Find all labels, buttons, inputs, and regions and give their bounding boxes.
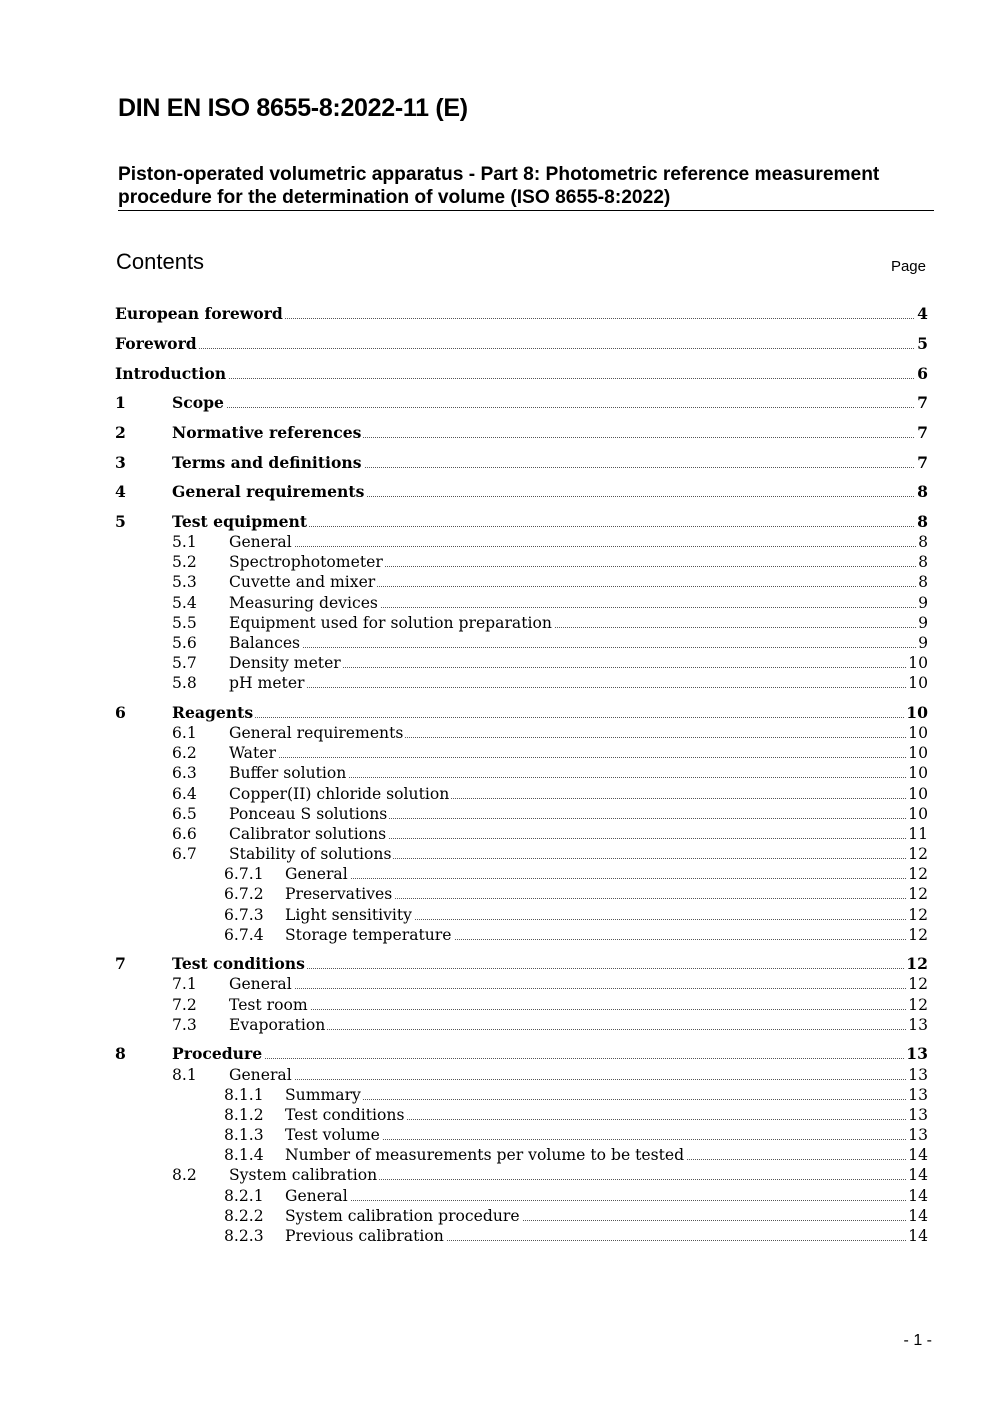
toc-entry-page: 6 xyxy=(917,364,928,383)
toc-entry[interactable] xyxy=(0,1015,992,1035)
toc-entry-page: 9 xyxy=(918,634,928,652)
toc-entry-title: Copper(II) chloride solution xyxy=(229,785,450,803)
toc-entry[interactable] xyxy=(0,673,992,693)
toc-entry-title: System calibration procedure xyxy=(285,1207,520,1225)
toc-entry-number: 5.3 xyxy=(172,573,197,591)
toc-entry-page: 12 xyxy=(908,975,928,993)
toc-entry-number: 3 xyxy=(115,453,126,472)
toc-entry-number: 8.1.1 xyxy=(224,1086,264,1104)
toc-entry-title: Procedure xyxy=(172,1044,263,1063)
toc-entry[interactable] xyxy=(0,1145,992,1165)
toc-entry-page: 13 xyxy=(908,1106,928,1124)
toc-entry-title: European foreword xyxy=(115,304,283,323)
toc-entry-title: Equipment used for solution preparation xyxy=(229,614,552,632)
toc-entry-title: Stability of solutions xyxy=(229,845,392,863)
toc-entry[interactable] xyxy=(0,723,992,743)
toc-entry-number: 8.2.1 xyxy=(224,1187,264,1205)
toc-entry-page: 9 xyxy=(918,614,928,632)
toc-entry-title: Cuvette and mixer xyxy=(229,573,376,591)
toc-entry-title: Ponceau S solutions xyxy=(229,805,388,823)
toc-entry[interactable] xyxy=(0,1044,992,1064)
toc-entry-number: 5.1 xyxy=(172,533,197,551)
toc-entry-number: 6.7.1 xyxy=(224,865,264,883)
toc-entry-page: 12 xyxy=(908,996,928,1014)
toc-entry-number: 1 xyxy=(115,393,126,412)
toc-dot-leader xyxy=(239,647,926,648)
toc-entry-title: Terms and definitions xyxy=(172,453,362,472)
toc-entry-page: 10 xyxy=(908,674,928,692)
toc-entry-number: 6.3 xyxy=(172,764,197,782)
toc-entry-page: 8 xyxy=(917,482,928,501)
toc-entry-number: 5.7 xyxy=(172,654,197,672)
toc-entry-number: 7.1 xyxy=(172,975,197,993)
toc-entry-page: 14 xyxy=(908,1146,928,1164)
toc-entry[interactable] xyxy=(0,804,992,824)
toc-entry-page: 13 xyxy=(908,1066,928,1084)
toc-dot-leader xyxy=(125,348,926,349)
toc-entry[interactable] xyxy=(0,824,992,844)
toc-entry-title: General xyxy=(229,1066,292,1084)
toc-entry-number: 6.7.3 xyxy=(224,906,264,924)
toc-entry-page: 10 xyxy=(908,785,928,803)
toc-entry-title: Spectrophotometer xyxy=(229,553,383,571)
toc-dot-leader xyxy=(295,1099,926,1100)
toc-entry-page: 10 xyxy=(908,724,928,742)
toc-entry-title: Evaporation xyxy=(229,1016,326,1034)
toc-entry-title: Previous calibration xyxy=(285,1227,444,1245)
toc-entry-title: Test conditions xyxy=(285,1106,405,1124)
toc-entry-title: Balances xyxy=(229,634,301,652)
toc-entry[interactable] xyxy=(0,482,992,502)
toc-entry-title: Buffer solution xyxy=(229,764,347,782)
document-title: DIN EN ISO 8655-8:2022-11 (E) xyxy=(118,94,468,122)
toc-dot-leader xyxy=(239,1079,926,1080)
toc-entry-page: 12 xyxy=(908,926,928,944)
toc-entry-title: Storage temperature xyxy=(285,926,452,944)
toc-entry-page: 12 xyxy=(908,906,928,924)
toc-entry[interactable] xyxy=(0,1165,992,1185)
toc-entry-number: 6.2 xyxy=(172,744,197,762)
toc-entry[interactable] xyxy=(0,1085,992,1105)
toc-entry-page: 14 xyxy=(908,1227,928,1245)
toc-entry-number: 5.2 xyxy=(172,553,197,571)
toc-entry-number: 8.1.4 xyxy=(224,1146,264,1164)
toc-entry-page: 12 xyxy=(906,954,928,973)
toc-entry-title: System calibration xyxy=(229,1166,378,1184)
toc-entry-number: 8.1.2 xyxy=(224,1106,264,1124)
subtitle-line-1: Piston-operated volumetric apparatus - Part 8: Photometric reference measurement xyxy=(118,164,880,185)
toc-entry-title: Normative references xyxy=(172,423,362,442)
toc-entry[interactable] xyxy=(0,613,992,633)
toc-entry-page: 7 xyxy=(917,423,928,442)
toc-entry[interactable] xyxy=(0,784,992,804)
toc-entry[interactable] xyxy=(0,532,992,552)
toc-entry-page: 14 xyxy=(908,1207,928,1225)
toc-dot-leader xyxy=(125,378,926,379)
toc-entry[interactable] xyxy=(0,864,992,884)
toc-entry-number: 6.5 xyxy=(172,805,197,823)
toc-entry-page: 8 xyxy=(917,512,928,531)
toc-entry-number: 7.2 xyxy=(172,996,197,1014)
toc-entry[interactable] xyxy=(0,364,992,384)
toc-entry-title: Measuring devices xyxy=(229,594,378,612)
toc-dot-leader xyxy=(182,717,926,718)
toc-entry[interactable] xyxy=(0,954,992,974)
toc-entry-number: 6.7 xyxy=(172,845,197,863)
toc-entry[interactable] xyxy=(0,1186,992,1206)
toc-entry-page: 13 xyxy=(908,1016,928,1034)
toc-entry-title: Preservatives xyxy=(285,885,393,903)
toc-entry-page: 10 xyxy=(908,744,928,762)
toc-entry-page: 4 xyxy=(917,304,928,323)
toc-entry-page: 10 xyxy=(908,654,928,672)
toc-entry-title: Calibrator solutions xyxy=(229,825,387,843)
toc-entry[interactable] xyxy=(0,995,992,1015)
toc-entry-number: 8 xyxy=(115,1044,126,1063)
toc-entry[interactable] xyxy=(0,763,992,783)
toc-entry-number: 5.4 xyxy=(172,594,197,612)
toc-dot-leader xyxy=(182,407,926,408)
toc-entry-number: 5 xyxy=(115,512,126,531)
toc-entry-page: 10 xyxy=(908,764,928,782)
toc-entry-page: 13 xyxy=(908,1086,928,1104)
toc-dot-leader xyxy=(295,1200,926,1201)
toc-entry-number: 5.6 xyxy=(172,634,197,652)
toc-entry-title: Density meter xyxy=(229,654,341,672)
toc-entry[interactable] xyxy=(0,1065,992,1085)
toc-dot-leader xyxy=(239,546,926,547)
footer-page-number: - 1 - xyxy=(903,1332,932,1349)
toc-entry-title: Light sensitivity xyxy=(285,906,412,924)
toc-entry-number: 2 xyxy=(115,423,126,442)
toc-entry-title: Reagents xyxy=(172,703,254,722)
toc-entry[interactable] xyxy=(0,703,992,723)
toc-entry-title: Test conditions xyxy=(172,954,305,973)
toc-entry-title: General requirements xyxy=(229,724,404,742)
toc-entry-number: 8.1 xyxy=(172,1066,197,1084)
toc-entry-number: 5.8 xyxy=(172,674,197,692)
toc-entry-title: General xyxy=(285,1187,348,1205)
toc-entry[interactable] xyxy=(0,925,992,945)
toc-entry[interactable] xyxy=(0,1226,992,1246)
toc-entry[interactable] xyxy=(0,974,992,994)
toc-entry-page: 8 xyxy=(918,573,928,591)
toc-entry[interactable] xyxy=(0,572,992,592)
toc-entry[interactable] xyxy=(0,453,992,473)
toc-entry-number: 6.6 xyxy=(172,825,197,843)
toc-entry-number: 8.2 xyxy=(172,1166,197,1184)
toc-entry[interactable] xyxy=(0,593,992,613)
toc-entry-number: 8.2.2 xyxy=(224,1207,264,1225)
toc-dot-leader xyxy=(182,1058,926,1059)
toc-entry-title: Test equipment xyxy=(172,512,308,531)
subtitle-line-2: procedure for the determination of volume (ISO 8655-8:2022) xyxy=(118,187,671,208)
toc-entry[interactable] xyxy=(0,334,992,354)
toc-entry[interactable] xyxy=(0,633,992,653)
toc-entry-number: 6.7.2 xyxy=(224,885,264,903)
toc-dot-leader xyxy=(295,878,926,879)
toc-entry-number: 7 xyxy=(115,954,126,973)
toc-entry-page: 11 xyxy=(908,825,928,843)
toc-entry-page: 13 xyxy=(906,1044,928,1063)
toc-entry-page: 12 xyxy=(908,885,928,903)
toc-entry-number: 5.5 xyxy=(172,614,197,632)
toc-entry-number: 6 xyxy=(115,703,126,722)
toc-entry-title: Water xyxy=(229,744,276,762)
toc-entry-number: 4 xyxy=(115,482,126,501)
toc-entry-title: General xyxy=(229,533,292,551)
toc-dot-leader xyxy=(239,1029,926,1030)
document-subtitle xyxy=(118,163,934,211)
toc-entry[interactable] xyxy=(0,1125,992,1145)
toc-entry-number: 6.1 xyxy=(172,724,197,742)
toc-entry-page: 14 xyxy=(908,1187,928,1205)
toc-dot-leader xyxy=(295,1139,926,1140)
toc-entry-title: Test volume xyxy=(285,1126,380,1144)
toc-entry-number: 8.1.3 xyxy=(224,1126,264,1144)
toc-entry-number: 6.7.4 xyxy=(224,926,264,944)
toc-entry-title: General xyxy=(229,975,292,993)
toc-entry-page: 7 xyxy=(917,453,928,472)
contents-heading: Contents xyxy=(116,249,205,274)
toc-entry-title: Introduction xyxy=(115,364,227,383)
toc-entry[interactable] xyxy=(0,1206,992,1226)
toc-entry[interactable] xyxy=(0,1105,992,1125)
toc-entry-page: 8 xyxy=(918,553,928,571)
toc-entry[interactable] xyxy=(0,905,992,925)
toc-entry-title: Foreword xyxy=(115,334,197,353)
toc-dot-leader xyxy=(239,687,926,688)
toc-entry-number: 7.3 xyxy=(172,1016,197,1034)
toc-entry-page: 12 xyxy=(908,845,928,863)
toc-entry-number: 8.2.3 xyxy=(224,1227,264,1245)
toc-dot-leader xyxy=(239,1009,926,1010)
toc-entry-page: 14 xyxy=(908,1166,928,1184)
toc-entry-title: Summary xyxy=(285,1086,361,1104)
toc-entry[interactable] xyxy=(0,884,992,904)
toc-dot-leader xyxy=(239,757,926,758)
toc-entry-page: 5 xyxy=(917,334,928,353)
toc-entry-page: 7 xyxy=(917,393,928,412)
toc-entry-page: 8 xyxy=(918,533,928,551)
toc-entry-page: 9 xyxy=(918,594,928,612)
page-column-label: Page xyxy=(890,258,926,275)
toc-entry[interactable] xyxy=(0,512,992,532)
toc-entry-number: 6.4 xyxy=(172,785,197,803)
toc-entry-title: Scope xyxy=(172,393,224,412)
toc-entry[interactable] xyxy=(0,552,992,572)
toc-entry-title: Test room xyxy=(229,996,308,1014)
toc-entry-page: 13 xyxy=(908,1126,928,1144)
toc-entry[interactable] xyxy=(0,844,992,864)
toc-entry[interactable] xyxy=(0,653,992,673)
toc-entry-title: pH meter xyxy=(229,674,305,692)
toc-entry[interactable] xyxy=(0,423,992,443)
toc-entry-title: General xyxy=(285,865,348,883)
toc-entry[interactable] xyxy=(0,393,992,413)
toc-dot-leader xyxy=(239,988,926,989)
toc-entry-title: General requirements xyxy=(172,482,365,501)
toc-entry-page: 10 xyxy=(906,703,928,722)
toc-entry-page: 12 xyxy=(908,865,928,883)
toc-entry-page: 10 xyxy=(908,805,928,823)
toc-entry[interactable] xyxy=(0,743,992,763)
toc-entry-title: Number of measurements per volume to be tested xyxy=(285,1146,685,1164)
toc-entry[interactable] xyxy=(0,304,992,324)
